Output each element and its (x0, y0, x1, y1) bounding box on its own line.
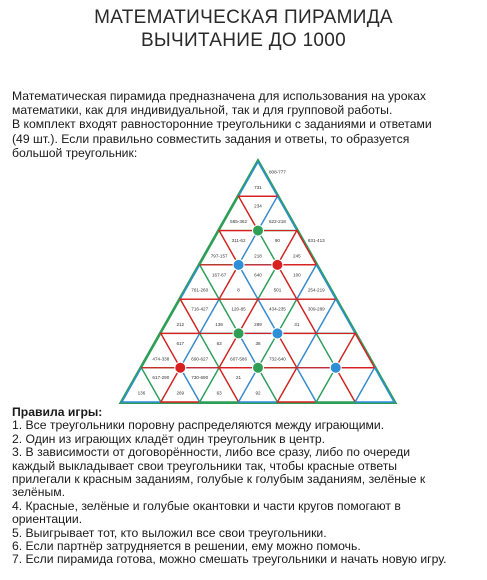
cell-label: 732-640 (268, 356, 286, 362)
intro-line: большой треугольник: (12, 145, 138, 160)
cell-label: 797-157 (210, 253, 228, 259)
rules-section (12, 406, 482, 567)
cell-label: 245 (293, 253, 301, 259)
cell-label: 761-260 (191, 287, 209, 293)
cell-label: 731 (254, 184, 262, 190)
cell-label: 63 (216, 340, 222, 346)
vertex-circle (233, 259, 244, 270)
rule-line: 2. Один из играющих кладёт один треугольник в центр. (12, 431, 326, 446)
cell-label: 63 (216, 390, 222, 396)
cell-label: 8 (237, 287, 240, 293)
rules-title: Правила игры: (12, 405, 103, 419)
cell-label: 690-627 (191, 356, 209, 362)
rule-line: ориентации. (12, 512, 83, 527)
cell-label: 269 (176, 390, 185, 396)
cell-label: 36 (255, 340, 261, 346)
vertex-circle (175, 362, 186, 373)
cell-label: 167-67 (211, 272, 227, 278)
rule-line: 1. Все треугольники поровну распределяются между играющими. (12, 418, 385, 433)
vertex-circle (272, 328, 283, 339)
vertex-circle (253, 362, 264, 373)
rule-line: прилегали к красным заданиям, голубые к голубым заданиям, зелёные к (12, 472, 426, 487)
cell-label: 607-586 (230, 356, 248, 362)
cell-label: 617-290 (152, 375, 170, 381)
cell-label: 565-362 (230, 219, 248, 225)
rule-line: 5. Выигрывает тот, кто выложил все свои треугольники. (12, 525, 327, 540)
cell-label: 730-690 (191, 375, 209, 381)
cell-label: 617 (176, 340, 185, 346)
cell-label: 808-777 (268, 169, 286, 175)
cell-label: 434-235 (268, 306, 286, 312)
cell-label: 631-413 (307, 238, 325, 243)
cell-label: 212 (176, 322, 185, 327)
cell-label: 474-338 (152, 356, 170, 362)
intro-line: (49 шт.). Если правильно совместить задания и ответы, то образуется (12, 131, 410, 146)
rule-line: каждый выкладывает свои треугольники так, чтобы красные ответы (12, 458, 398, 473)
pyramid-svg (116, 156, 400, 408)
cell-label: 309-289 (307, 306, 325, 312)
intro-line: математики, как для индивидуальной, так и для групповой работы. (12, 103, 393, 118)
vertex-circle (272, 259, 283, 270)
cell-label: 234 (254, 203, 262, 209)
cell-label: 31 (294, 322, 300, 327)
cell-label: 289 (254, 322, 262, 327)
page-title (0, 6, 487, 52)
cell-label: 640 (254, 272, 262, 278)
cell-label: 136 (137, 390, 146, 396)
cell-label: 501 (273, 287, 282, 293)
pyramid-cell (239, 162, 278, 196)
title-line-1: МАТЕМАТИЧЕСКАЯ ПИРАМИДА (94, 7, 393, 28)
cell-label: 100 (293, 272, 301, 278)
vertex-circle (233, 328, 244, 339)
cell-label: 92 (255, 390, 261, 396)
vertex-circle (330, 362, 341, 373)
intro-line: В комплект входят равносторонние треугольники с заданиями и ответами (12, 117, 432, 132)
cell-label: 311-62 (231, 238, 246, 243)
intro-line: Математическая пирамида предназначена для использования на уроках (12, 89, 426, 103)
cell-label: 21 (236, 375, 242, 381)
rule-line: 7. Если пирамида готова, можно смешать треугольники и начать новую игру. (12, 552, 447, 567)
rule-line: зелёным. (12, 485, 65, 500)
cell-label: 90 (274, 238, 280, 243)
cell-label: 218 (254, 253, 262, 259)
intro-paragraph (12, 89, 477, 160)
cell-label: 254-219 (307, 287, 325, 293)
rule-line: 4. Красные, зелёные и голубые окантовки и части кругов помогают в (12, 498, 401, 513)
cell-label: 136 (215, 322, 223, 327)
rule-line: 3. В зависимости от договорённости, либо все сразу, либо по очереди (12, 445, 411, 460)
cell-label: 120-85 (231, 306, 246, 312)
cell-label: 716-427 (191, 306, 209, 312)
vertex-circle (253, 225, 264, 236)
rule-line: 6. Если партнёр затрудняется в решении, ему можно помочь. (12, 539, 361, 554)
title-line-2: ВЫЧИТАНИЕ ДО 1000 (140, 30, 347, 51)
cell-label: 622-218 (268, 219, 286, 225)
pyramid-figure (116, 156, 400, 413)
